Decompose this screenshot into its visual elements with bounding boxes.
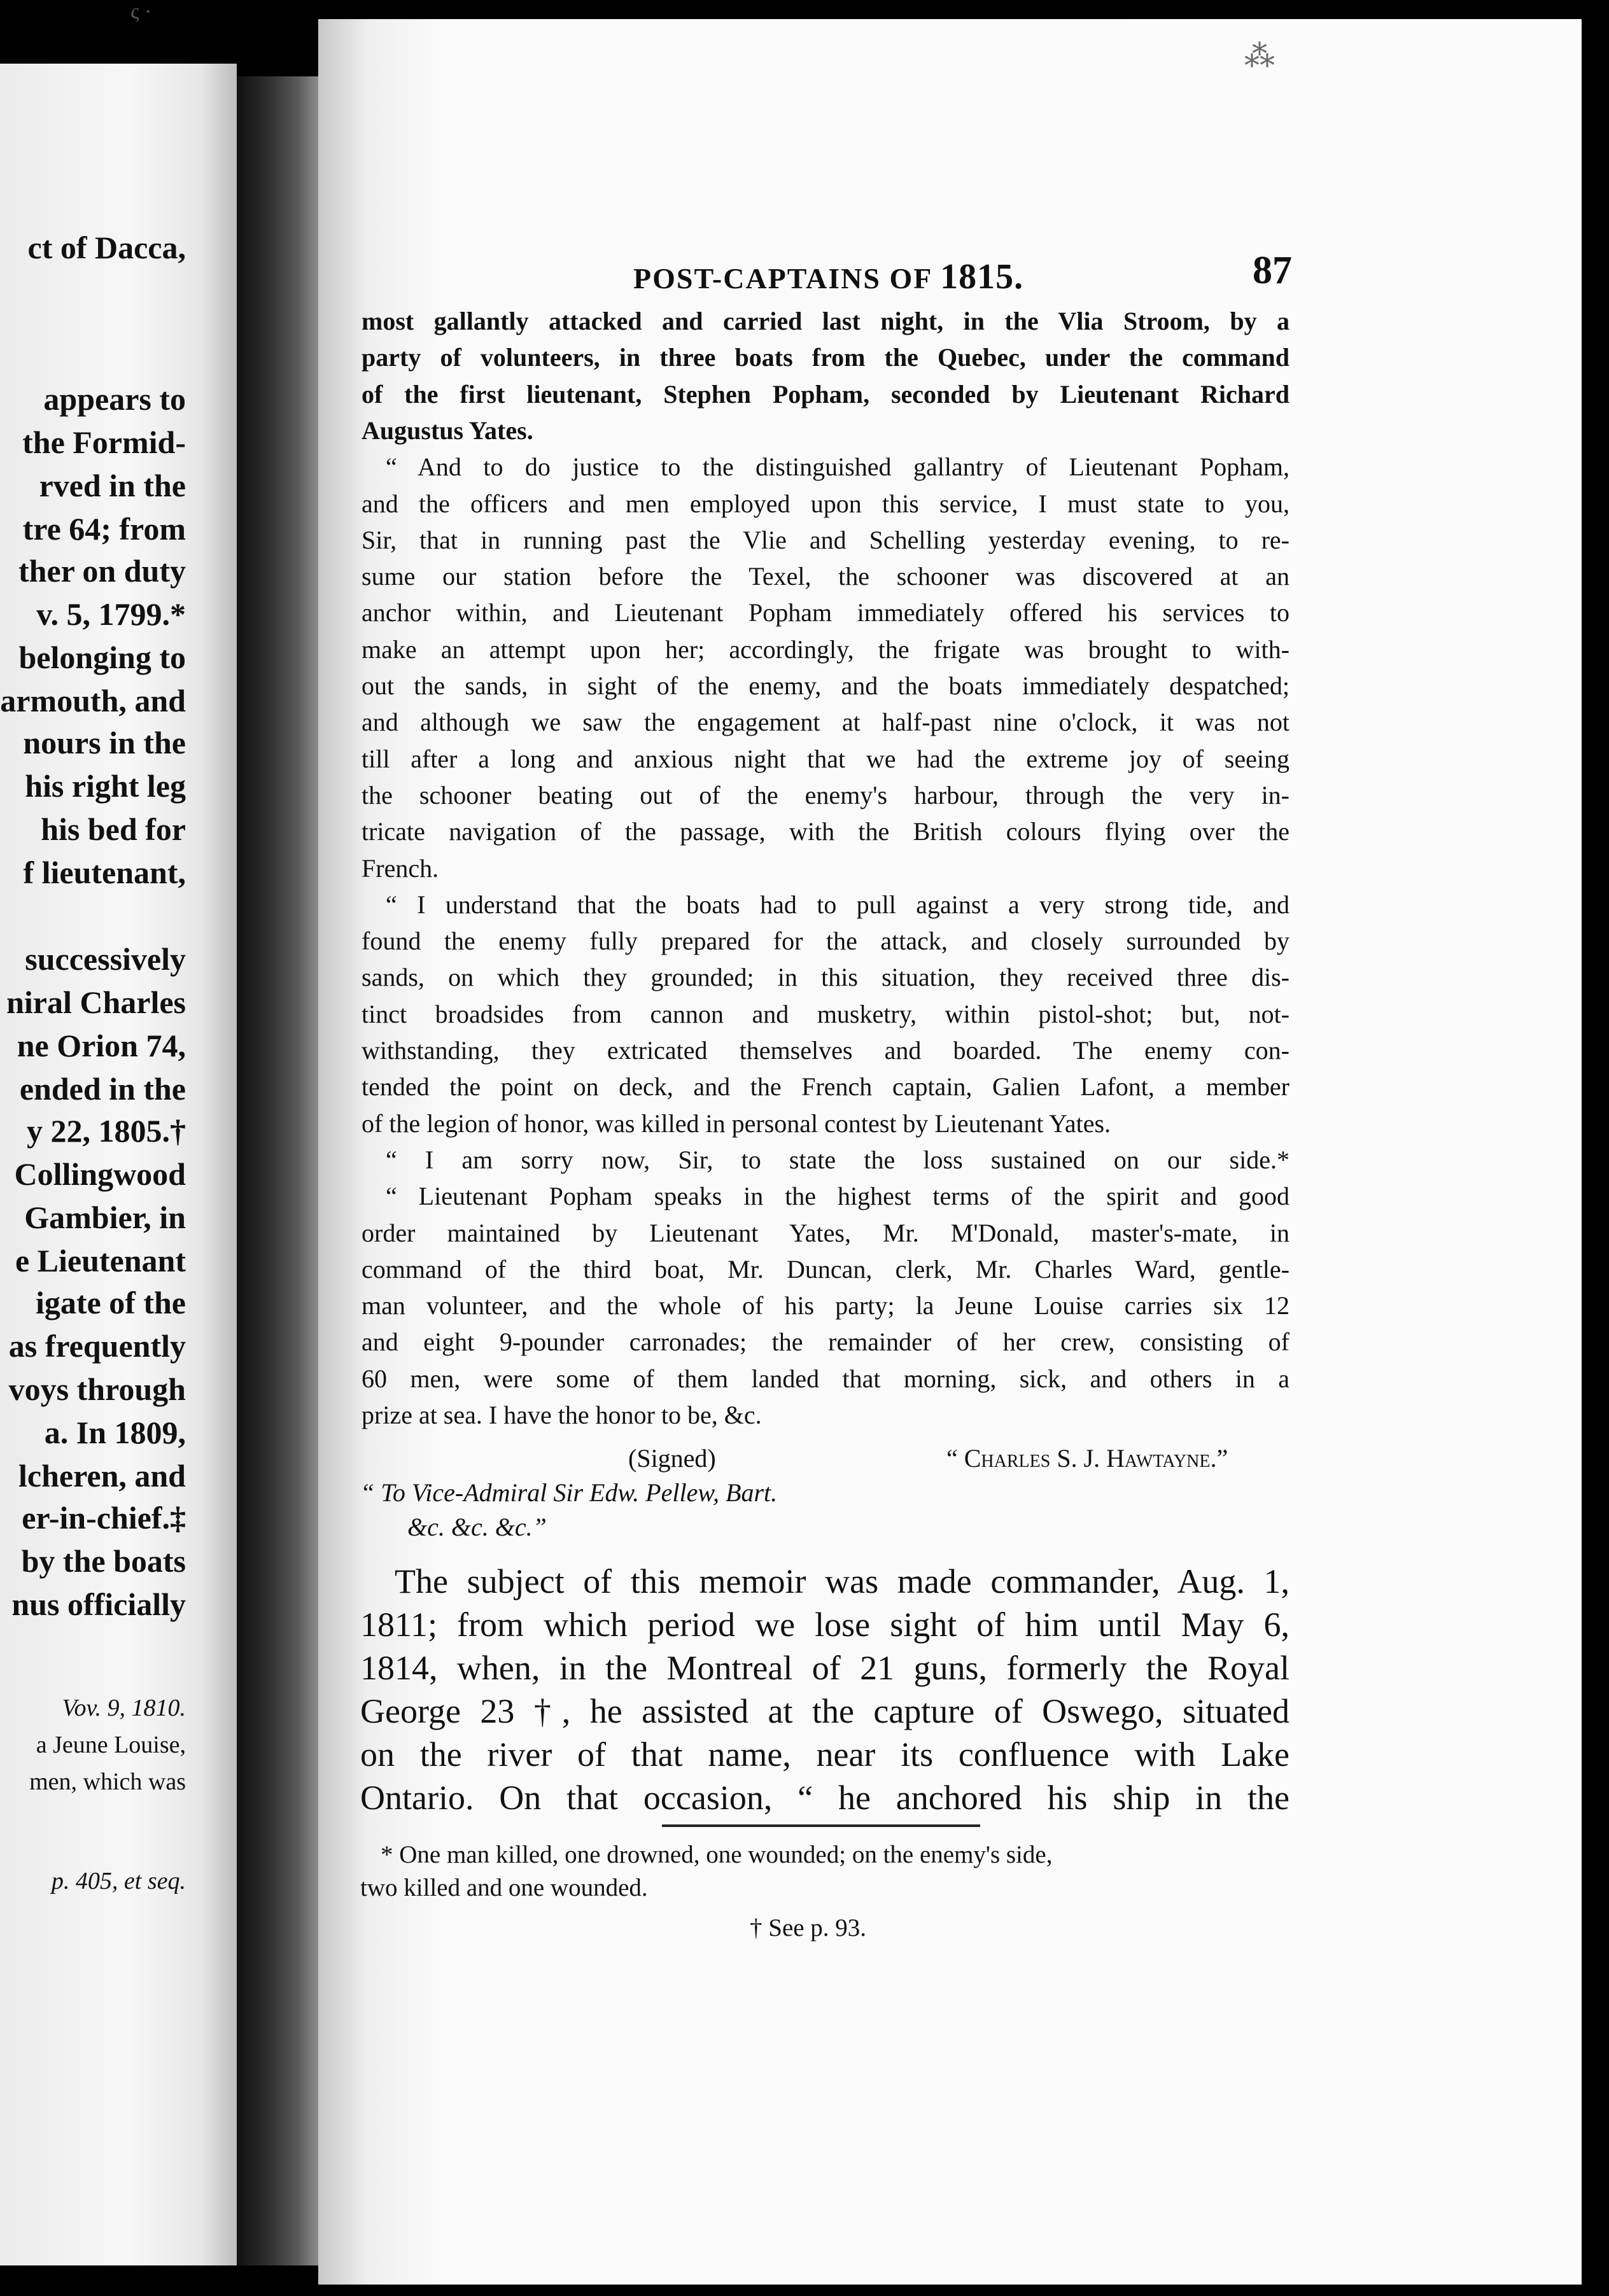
left-page-line: the Formid- (22, 424, 186, 460)
left-page-line: voys through (8, 1371, 186, 1407)
body-line: sands, on which they grounded; in this situation, they received three dis- (362, 963, 1289, 991)
body-line: out the sands, in sight of the enemy, and the boats immediately despatched; (362, 671, 1289, 700)
signature: “ Charles S. J. Hawtayne.” (946, 1444, 1228, 1473)
addressee-etc: &c. &c. &c.” (407, 1513, 547, 1541)
left-page-line: Gambier, in (24, 1200, 186, 1235)
body-line: Augustus Yates. (362, 416, 533, 445)
left-page-line: as frequently (8, 1328, 186, 1364)
signed-label: (Signed) (628, 1444, 716, 1473)
body-line: and eight 9-pounder carronades; the remainder of her crew, consisting of (362, 1327, 1289, 1356)
left-page-line: ne Orion 74, (17, 1028, 186, 1063)
body-line: sume our station before the Texel, the schooner was discovered at an (362, 562, 1289, 591)
body-line: of the legion of honor, was killed in personal contest by Lieutenant Yates. (362, 1109, 1111, 1138)
left-page-footnote: p. 405, et seq. (51, 1868, 186, 1894)
left-page-line: a. In 1809, (44, 1415, 186, 1450)
left-page-line: e Lieutenant (15, 1243, 186, 1278)
body-line: “ I am sorry now, Sir, to state the loss sustained on our side.* (386, 1145, 1289, 1174)
body-line: man volunteer, and the whole of his party; la Jeune Louise carries six 12 (362, 1291, 1289, 1320)
body-line: tricate navigation of the passage, with the British colours flying over the (362, 817, 1289, 846)
addressee: “ To Vice-Admiral Sir Edw. Pellew, Bart. (360, 1478, 778, 1507)
left-page-line: igate of the (35, 1285, 186, 1320)
body-line: Sir, that in running past the Vlie and Schelling yesterday evening, to re- (362, 526, 1289, 554)
footnote-dagger: † See p. 93. (750, 1914, 867, 1942)
footnote-star-1: * One man killed, one drowned, one wounded; on the enemy's side, (381, 1841, 1053, 1868)
body-line: and although we saw the engagement at half-past nine o'clock, it was not (362, 708, 1289, 736)
left-page (0, 64, 237, 2265)
body-line: withstanding, they extricated themselves and boarded. The enemy con- (362, 1036, 1289, 1065)
left-page-line: appears to (43, 381, 186, 417)
left-page-line: rved in the (39, 468, 186, 503)
running-head (633, 256, 1023, 297)
footnote-star-2: two killed and one wounded. (360, 1874, 648, 1901)
body-line: 60 men, were some of them landed that morning, sick, and others in a (362, 1364, 1289, 1393)
body-line: French. (362, 854, 439, 883)
body-line: the schooner beating out of the enemy's harbour, through the very in- (362, 781, 1289, 809)
edge-marks: ς · (130, 0, 152, 24)
body-line: and the officers and men employed upon this service, I must state to you, (362, 489, 1289, 518)
left-page-line: niral Charles (6, 984, 186, 1020)
left-page-line: ended in the (19, 1071, 186, 1107)
left-page-line: f lieutenant, (23, 855, 186, 890)
paragraph-line: 1811; from which period we lose sight of him until May 6, (360, 1606, 1289, 1644)
body-line: order maintained by Lieutenant Yates, Mr. M'Donald, master's-mate, in (362, 1219, 1289, 1247)
body-line: tinct broadsides from cannon and musketry, within pistol-shot; but, not- (362, 1000, 1289, 1028)
body-line: “ I understand that the boats had to pull against a very strong tide, and (386, 890, 1289, 919)
left-page-footnote: Vov. 9, 1810. (62, 1695, 186, 1721)
paragraph-line: The subject of this memoir was made commander, Aug. 1, (395, 1562, 1289, 1600)
running-head-year: 1815. (940, 257, 1024, 297)
footnote-rule (662, 1824, 980, 1827)
ink-speck: ⁂ (1244, 39, 1275, 73)
body-line: party of volunteers, in three boats from the Quebec, under the command (362, 343, 1289, 372)
left-page-line: lcheren, and (18, 1458, 186, 1494)
left-page-line: successively (25, 941, 186, 977)
paragraph-line: 1814, when, in the Montreal of 21 guns, formerly the Royal (360, 1649, 1289, 1687)
paragraph-line: George 23 †, he assisted at the capture of Oswego, situated (360, 1692, 1289, 1730)
left-page-line: v. 5, 1799.* (36, 596, 186, 632)
page-number: 87 (1253, 249, 1292, 292)
running-head-text: POST-CAPTAINS OF (633, 262, 932, 295)
left-page-line: belonging to (18, 640, 186, 675)
left-page-line: ct of Dacca, (27, 230, 186, 265)
body-line: till after a long and anxious night that we had the extreme joy of seeing (362, 745, 1289, 773)
left-page-footnote: a Jeune Louise, (36, 1732, 186, 1758)
body-line: make an attempt upon her; accordingly, the frigate was brought to with- (362, 635, 1289, 664)
left-page-line: nus officially (11, 1586, 186, 1622)
body-line: most gallantly attacked and carried last night, in the Vlia Stroom, by a (362, 307, 1289, 335)
body-line: command of the third boat, Mr. Duncan, clerk, Mr. Charles Ward, gentle- (362, 1255, 1289, 1284)
left-page-line: by the boats (21, 1543, 186, 1579)
left-page-line: Collingwood (14, 1156, 186, 1192)
paragraph-line: on the river of that name, near its confluence with Lake (360, 1735, 1289, 1774)
left-page-line: tre 64; from (22, 511, 186, 547)
body-line: “ And to do justice to the distinguished gallantry of Lieutenant Popham, (386, 452, 1289, 481)
body-line: prize at sea. I have the honor to be, &c. (362, 1401, 762, 1429)
paragraph-line: Ontario. On that occasion, “ he anchored his ship in the (360, 1779, 1289, 1817)
left-page-line: armouth, and (0, 683, 186, 718)
body-line: of the first lieutenant, Stephen Popham, seconded by Lieutenant Richard (362, 380, 1289, 409)
left-page-line: ther on duty (18, 553, 186, 589)
left-page-line: nours in the (23, 725, 186, 760)
left-page-footnote: men, which was (29, 1768, 186, 1795)
left-page-line: y 22, 1805.† (27, 1113, 186, 1149)
body-line: found the enemy fully prepared for the attack, and closely surrounded by (362, 927, 1289, 955)
body-line: “ Lieutenant Popham speaks in the highest terms of the spirit and good (386, 1182, 1289, 1210)
left-page-line: his right leg (25, 768, 186, 804)
left-page-line: his bed for (41, 811, 186, 847)
body-line: tended the point on deck, and the French captain, Galien Lafont, a member (362, 1072, 1289, 1101)
left-page-line: er-in-chief.‡ (22, 1500, 186, 1536)
body-line: anchor within, and Lieutenant Popham immediately offered his services to (362, 598, 1289, 627)
